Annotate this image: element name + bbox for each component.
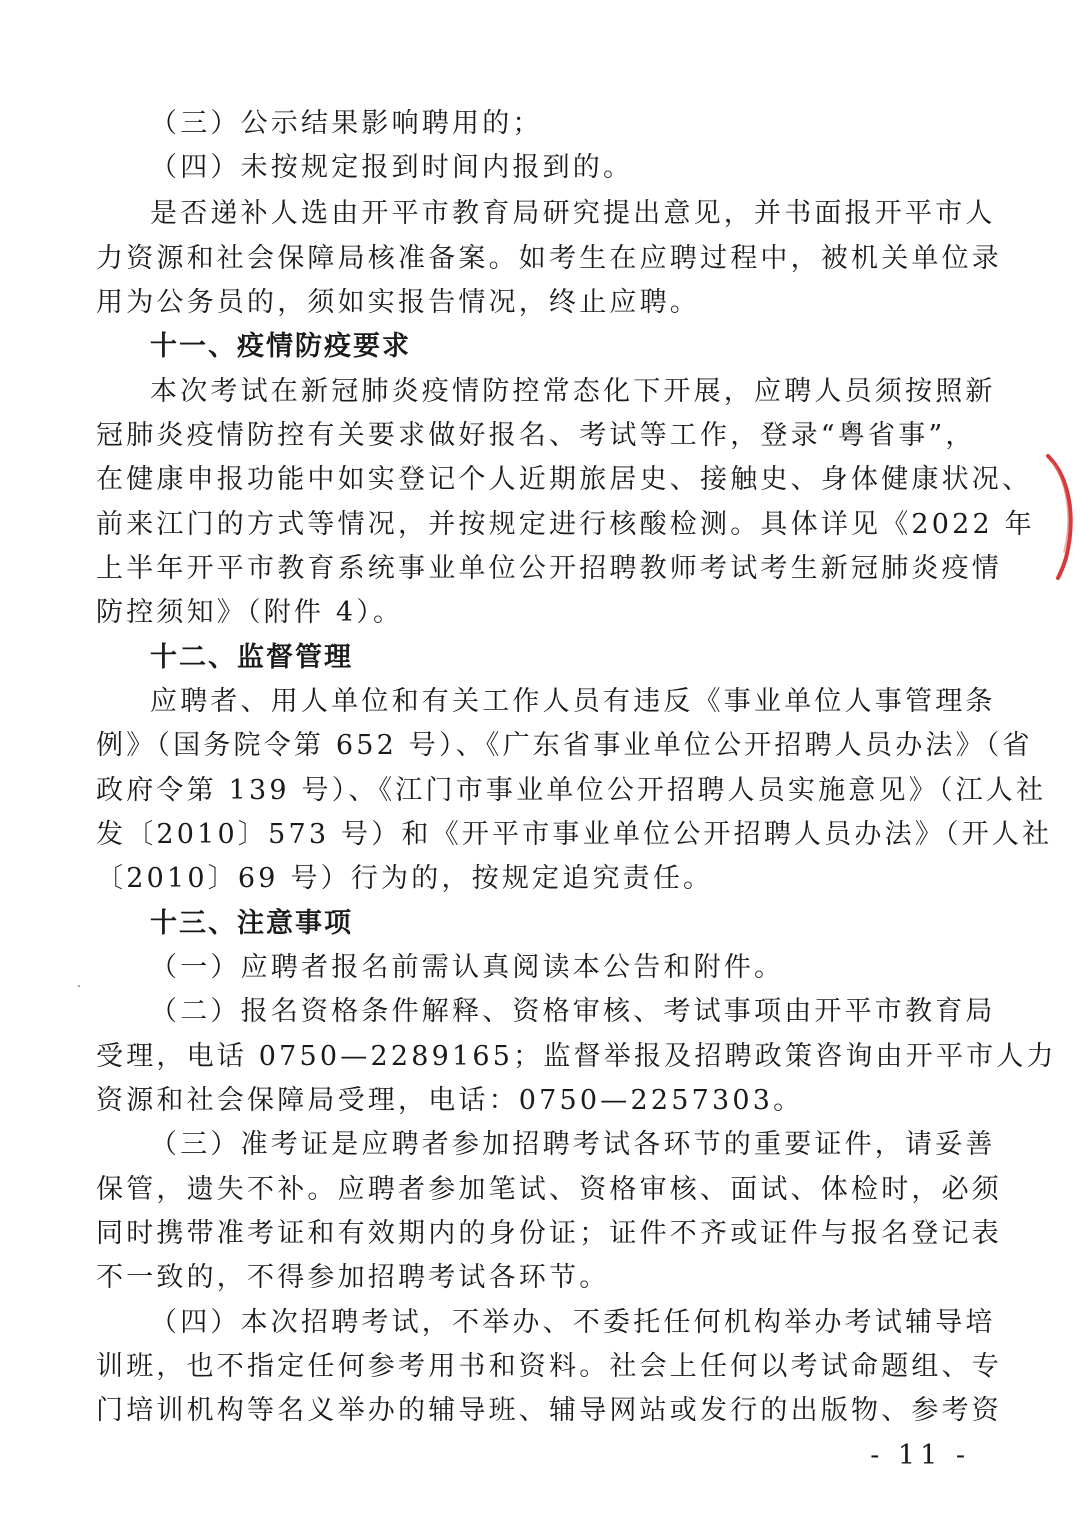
text-line: （四）本次招聘考试，不举办、不委托任何机构举办考试辅导培	[150, 1307, 996, 1338]
text-line: （一）应聘者报名前需认真阅读本公告和附件。	[150, 952, 785, 983]
text-line: 资源和社会保障局受理，电话：0750—2257303。	[96, 1085, 804, 1116]
red-seal-edge	[1040, 448, 1080, 583]
text-line: 冠肺炎疫情防控有关要求做好报名、考试等工作，登录“粤省事”，	[96, 420, 976, 451]
text-line: 发〔2010〕573 号）和《开平市事业单位公开招聘人员办法》（开人社	[96, 819, 1053, 850]
text-line: 本次考试在新冠肺炎疫情防控常态化下开展，应聘人员须按照新	[150, 376, 996, 407]
text-line: 政府令第 139 号）、《江门市事业单位公开招聘人员实施意见》（江人社	[96, 775, 1047, 806]
text-line: 〔2010〕69 号）行为的，按规定追究责任。	[96, 863, 714, 894]
text-line: （四）未按规定报到时间内报到的。	[150, 152, 634, 183]
section-heading: 十二、监督管理	[150, 642, 353, 673]
text-line: 防控须知》（附件 4）。	[96, 597, 404, 628]
section-heading: 十一、疫情防疫要求	[150, 331, 411, 362]
text-line: 训班，也不指定任何参考用书和资料。社会上任何以考试命题组、专	[96, 1351, 1002, 1382]
text-line: （三）公示结果影响聘用的；	[150, 108, 543, 139]
page-number: - 11 -	[870, 1440, 970, 1471]
text-line: 在健康申报功能中如实登记个人近期旅居史、接触史、身体健康状况、	[96, 464, 1033, 495]
section-heading: 十三、注意事项	[150, 908, 353, 939]
text-line: 力资源和社会保障局核准备案。如考生在应聘过程中，被机关单位录	[96, 243, 1002, 274]
scan-speck	[78, 985, 80, 987]
text-line: 保管，遗失不补。应聘者参加笔试、资格审核、面试、体检时，必须	[96, 1174, 1002, 1205]
text-line: 不一致的，不得参加招聘考试各环节。	[96, 1262, 610, 1293]
text-line: 前来江门的方式等情况，并按规定进行核酸检测。具体详见《2022 年	[96, 509, 1035, 540]
text-line: （二）报名资格条件解释、资格审核、考试事项由开平市教育局	[150, 996, 996, 1027]
text-line: 上半年开平市教育系统事业单位公开招聘教师考试考生新冠肺炎疫情	[96, 553, 1002, 584]
text-line: 例》（国务院令第 652 号）、《广东省事业单位公开招聘人员办法》（省	[96, 730, 1033, 761]
text-line: 应聘者、用人单位和有关工作人员有违反《事业单位人事管理条	[150, 686, 996, 717]
text-line: 同时携带准考证和有效期内的身份证；证件不齐或证件与报名登记表	[96, 1218, 1002, 1249]
text-line: 用为公务员的，须如实报告情况，终止应聘。	[96, 287, 700, 318]
text-line: （三）准考证是应聘者参加招聘考试各环节的重要证件，请妥善	[150, 1129, 996, 1160]
text-line: 受理，电话 0750—2289165；监督举报及招聘政策咨询由开平市人力	[96, 1041, 1057, 1072]
text-line: 门培训机构等名义举办的辅导班、辅导网站或发行的出版物、参考资	[96, 1395, 1002, 1426]
text-line: 是否递补人选由开平市教育局研究提出意见，并书面报开平市人	[150, 198, 996, 229]
